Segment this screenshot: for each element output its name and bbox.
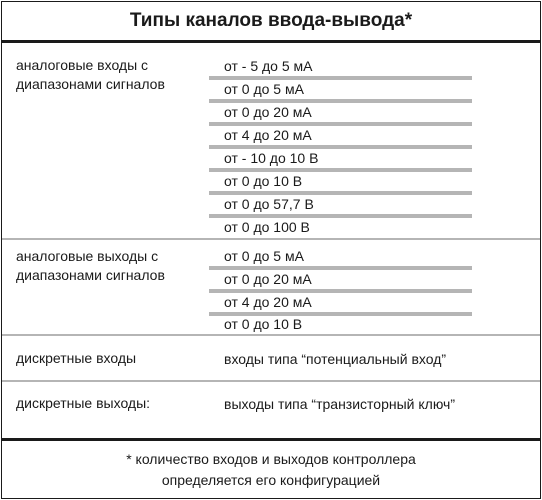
footer-divider bbox=[2, 438, 540, 441]
section-label-analog-outputs: аналоговые выходы с диапазонами сигналов bbox=[16, 248, 165, 283]
section-label-analog-inputs: аналоговые входы с диапазонами сигналов bbox=[16, 57, 165, 92]
value-discrete-output: выходы типа “транзисторный ключ” bbox=[224, 396, 455, 412]
value-analog-input-7: от 0 до 57,7 В bbox=[224, 196, 314, 212]
value-discrete-input: входы типа “потенциальный вход” bbox=[224, 351, 447, 367]
value-analog-input-3: от 0 до 20 мА bbox=[224, 104, 312, 120]
io-channel-types-table bbox=[1, 1, 541, 499]
header-divider bbox=[2, 40, 540, 43]
section-divider bbox=[2, 380, 540, 382]
value-analog-output-3: от 4 до 20 мА bbox=[224, 294, 312, 310]
value-analog-input-1: от - 5 до 5 мА bbox=[224, 58, 313, 74]
value-analog-output-2: от 0 до 20 мА bbox=[224, 271, 312, 287]
value-analog-input-8: от 0 до 100 В bbox=[224, 219, 310, 235]
value-analog-input-2: от 0 до 5 мА bbox=[224, 81, 304, 97]
value-analog-output-4: от 0 до 10 В bbox=[224, 316, 303, 332]
section-divider bbox=[2, 334, 540, 336]
value-analog-input-6: от 0 до 10 В bbox=[224, 173, 303, 189]
footnote: * количество входов и выходов контроллера определяется его конфигурацией bbox=[126, 451, 416, 488]
table-title: Типы каналов ввода-вывода* bbox=[129, 10, 413, 31]
value-analog-output-1: от 0 до 5 мА bbox=[224, 248, 304, 264]
value-analog-input-5: от - 10 до 10 В bbox=[224, 150, 319, 166]
value-analog-input-4: от 4 до 20 мА bbox=[224, 127, 312, 143]
section-label-discrete-outputs: дискретные выходы: bbox=[16, 395, 151, 411]
section-divider bbox=[2, 238, 540, 240]
section-label-discrete-inputs: дискретные входы bbox=[16, 350, 137, 366]
